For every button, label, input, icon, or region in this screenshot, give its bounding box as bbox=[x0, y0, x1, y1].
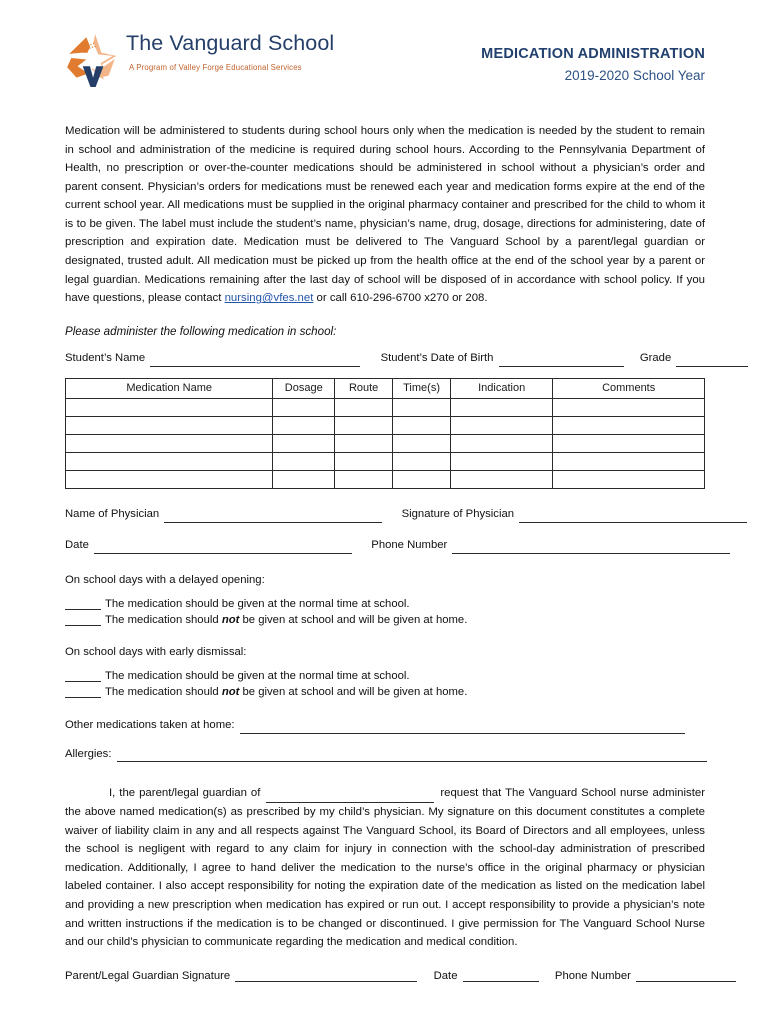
table-row bbox=[66, 434, 705, 452]
cell-dosage[interactable] bbox=[273, 398, 335, 416]
cell-times[interactable] bbox=[393, 470, 451, 488]
student-info-row bbox=[65, 350, 705, 367]
physician-date-row bbox=[65, 537, 705, 554]
intro-paragraph bbox=[65, 122, 705, 308]
column-header-times: Time(s) bbox=[393, 378, 451, 398]
document-header bbox=[65, 0, 705, 100]
other-medications-input[interactable] bbox=[240, 722, 685, 734]
consent-text-pre: I, the parent/legal guardian of bbox=[109, 787, 265, 800]
delayed-opening-option-1 bbox=[65, 598, 705, 610]
delayed-opening-option-1-checkbox[interactable] bbox=[65, 598, 101, 610]
early-dismissal-option-2-emphasis: not bbox=[221, 685, 240, 698]
physician-date-input[interactable] bbox=[94, 542, 352, 554]
document-title-block bbox=[481, 28, 705, 85]
intro-text-part1: Medication will be administered to students during school hours only when the medication is needed by the student to remain in school and administration of the medicine is required during school hours. According to the Pennsylvania Department of Health, no prescription or over-the-counter medications should be administered in school without a physician’s order and parent consent. Physician’s orders for medications must be renewed each year and medication forms expire at the end of the current school year. All medications must be supplied in the original pharmacy container and prescribed for the child to whom it is to be given. The label must include the student’s name, physician’s name, drug, dosage, directions for administering, date of prescription and expiration date. Medication must be delivered to The Vanguard School by a parent/legal guardian or designated, trusted adult. All medication must be picked up from the health office at the end of the school year by a parent or legal guardian. Medications remaining after the last day of school will be disposed of in accordance with school policy. If you have questions, please contact bbox=[65, 125, 705, 305]
cell-comments[interactable] bbox=[553, 452, 705, 470]
cell-route[interactable] bbox=[335, 470, 393, 488]
cell-times[interactable] bbox=[393, 434, 451, 452]
guardian-phone-label: Phone Number bbox=[554, 969, 631, 982]
cell-route[interactable] bbox=[335, 398, 393, 416]
cell-times[interactable] bbox=[393, 398, 451, 416]
cell-times[interactable] bbox=[393, 416, 451, 434]
medication-table bbox=[65, 378, 705, 489]
intro-text-part2: or call 610-296-6700 x270 or 208. bbox=[313, 292, 488, 305]
vanguard-star-logo-icon bbox=[65, 30, 117, 88]
consent-text-post: request that The Vanguard School nurse administer the above named medication(s) as prescribed by my child’s physician. My signature on this document constitutes a complete waiver of liability claim in any and all respects against The Vanguard School, its Board of Directors and all employees, unless the school is negligent with regard to any claim for injury in connection with the school-day administration of prescribed medication. Additionally, I agree to hand deliver the medication to the nurse’s office in the original pharmacy or physician labeled container. I also accept responsibility for noting the expiration date of the medication as listed on the medication label and providing a new prescription when medication has expired or run out. I accept responsibility to provide a physician’s note and written instructions if the medication is to be changed or discontinued. I give permission for The Vanguard School Nurse and our child’s physician to communicate regarding the medication and medical condition. bbox=[65, 787, 705, 949]
consent-guardian-name-input[interactable] bbox=[266, 791, 434, 803]
early-dismissal-option-1-checkbox[interactable] bbox=[65, 670, 101, 682]
guardian-phone-input[interactable] bbox=[636, 970, 736, 982]
table-row bbox=[66, 452, 705, 470]
cell-indication[interactable] bbox=[451, 470, 553, 488]
cell-medication-name[interactable] bbox=[66, 452, 273, 470]
document-subtitle: 2019-2020 School Year bbox=[564, 67, 705, 83]
document-title: MEDICATION ADMINISTRATION bbox=[481, 46, 705, 62]
early-dismissal-option-2-post: be given at school and will be given at home. bbox=[239, 685, 468, 698]
column-header-indication: Indication bbox=[451, 378, 553, 398]
guardian-signature-input[interactable] bbox=[235, 970, 417, 982]
cell-dosage[interactable] bbox=[273, 452, 335, 470]
physician-signature-input[interactable] bbox=[519, 511, 747, 523]
column-header-route: Route bbox=[335, 378, 393, 398]
brand-block bbox=[65, 28, 334, 88]
guardian-signature-label: Parent/Legal Guardian Signature bbox=[65, 969, 231, 982]
cell-indication[interactable] bbox=[451, 398, 553, 416]
cell-medication-name[interactable] bbox=[66, 434, 273, 452]
physician-name-label: Name of Physician bbox=[65, 507, 160, 520]
cell-route[interactable] bbox=[335, 416, 393, 434]
physician-name-row bbox=[65, 506, 705, 523]
cell-indication[interactable] bbox=[451, 434, 553, 452]
column-header-medication-name: Medication Name bbox=[66, 378, 273, 398]
student-dob-input[interactable] bbox=[499, 355, 624, 367]
student-grade-input[interactable] bbox=[676, 355, 748, 367]
table-body bbox=[66, 398, 705, 488]
brand-text bbox=[126, 28, 334, 72]
delayed-opening-option-1-label: The medication should be given at the normal time at school. bbox=[105, 597, 410, 610]
early-dismissal-option-2-checkbox[interactable] bbox=[65, 686, 101, 698]
physician-date-label: Date bbox=[65, 538, 89, 551]
delayed-opening-heading: On school days with a delayed opening: bbox=[65, 573, 265, 586]
cell-dosage[interactable] bbox=[273, 470, 335, 488]
table-row bbox=[66, 398, 705, 416]
student-name-label: Student’s Name bbox=[65, 351, 146, 364]
guardian-date-label: Date bbox=[433, 969, 458, 982]
early-dismissal-option-2-pre: The medication should bbox=[105, 685, 222, 698]
cell-medication-name[interactable] bbox=[66, 416, 273, 434]
delayed-opening-option-2 bbox=[65, 614, 705, 626]
cell-comments[interactable] bbox=[553, 398, 705, 416]
cell-comments[interactable] bbox=[553, 434, 705, 452]
cell-comments[interactable] bbox=[553, 416, 705, 434]
cell-route[interactable] bbox=[335, 452, 393, 470]
physician-name-input[interactable] bbox=[164, 511, 382, 523]
cell-dosage[interactable] bbox=[273, 434, 335, 452]
early-dismissal-option-1-label: The medication should be given at the normal time at school. bbox=[105, 669, 410, 682]
physician-phone-label: Phone Number bbox=[371, 538, 448, 551]
early-dismissal-heading: On school days with early dismissal: bbox=[65, 645, 247, 658]
delayed-opening-option-2-emphasis: not bbox=[221, 613, 240, 626]
student-grade-label: Grade bbox=[639, 351, 672, 364]
delayed-opening-option-2-checkbox[interactable] bbox=[65, 614, 101, 626]
consent-paragraph bbox=[65, 784, 705, 951]
column-header-comments: Comments bbox=[553, 378, 705, 398]
cell-times[interactable] bbox=[393, 452, 451, 470]
cell-comments[interactable] bbox=[553, 470, 705, 488]
table-header-row bbox=[66, 378, 705, 398]
early-dismissal-option-2 bbox=[65, 686, 705, 698]
cell-route[interactable] bbox=[335, 434, 393, 452]
cell-indication[interactable] bbox=[451, 452, 553, 470]
cell-medication-name[interactable] bbox=[66, 398, 273, 416]
administer-instruction: Please administer the following medication in school: bbox=[65, 324, 337, 338]
table-row bbox=[66, 416, 705, 434]
school-tagline: A Program of Valley Forge Educational Services bbox=[129, 62, 302, 72]
allergies-input[interactable] bbox=[117, 750, 707, 762]
guardian-signature-row bbox=[65, 970, 705, 982]
cell-medication-name[interactable] bbox=[66, 470, 273, 488]
early-dismissal-option-1 bbox=[65, 670, 705, 682]
delayed-opening-option-2-pre: The medication should bbox=[105, 613, 222, 626]
other-medications-row bbox=[65, 717, 705, 734]
guardian-date-input[interactable] bbox=[463, 970, 539, 982]
physician-signature-label: Signature of Physician bbox=[401, 507, 515, 520]
other-medications-label: Other medications taken at home: bbox=[65, 718, 235, 731]
physician-phone-input[interactable] bbox=[452, 542, 730, 554]
cell-indication[interactable] bbox=[451, 416, 553, 434]
allergies-row bbox=[65, 746, 705, 763]
student-dob-label: Student’s Date of Birth bbox=[380, 351, 494, 364]
cell-dosage[interactable] bbox=[273, 416, 335, 434]
allergies-label: Allergies: bbox=[65, 747, 112, 760]
nursing-email-link[interactable]: nursing@vfes.net bbox=[224, 292, 314, 305]
student-name-input[interactable] bbox=[150, 355, 360, 367]
school-name: The Vanguard School bbox=[126, 31, 335, 55]
delayed-opening-option-2-post: be given at school and will be given at home. bbox=[239, 613, 468, 626]
table-row bbox=[66, 470, 705, 488]
column-header-dosage: Dosage bbox=[273, 378, 335, 398]
